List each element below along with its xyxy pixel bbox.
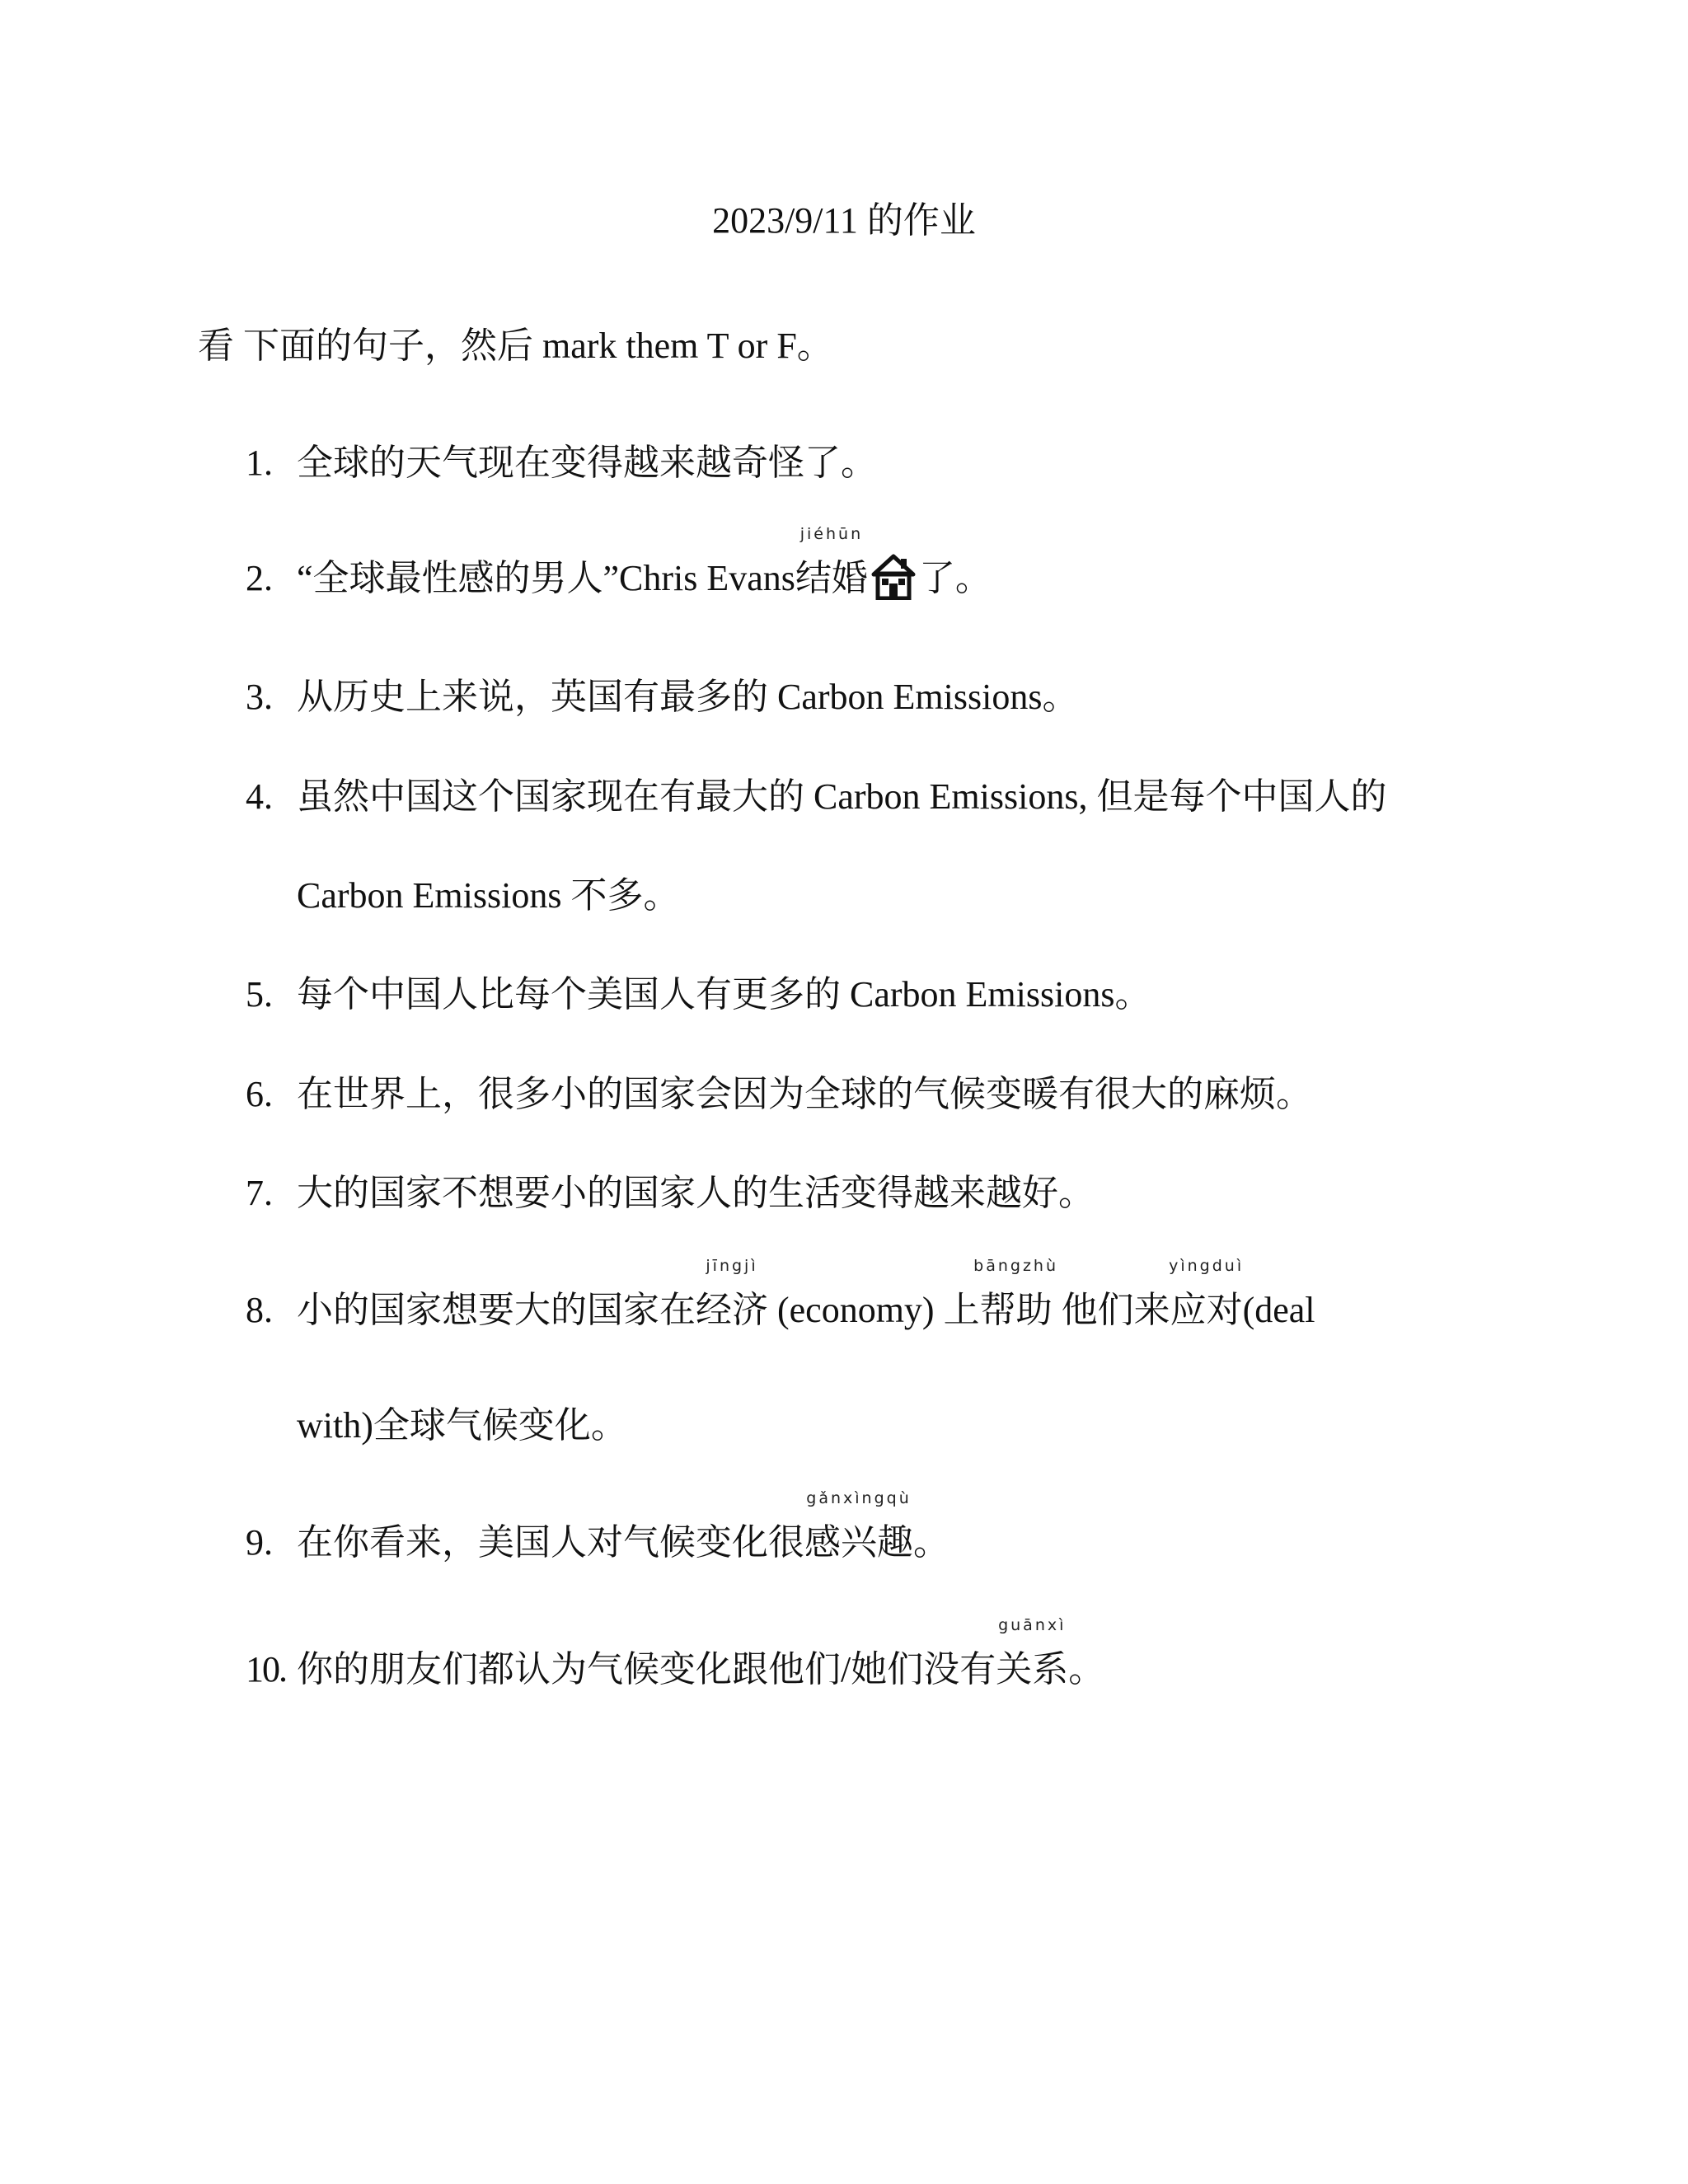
annotated-word xyxy=(973,1257,1059,1335)
item-text: 从历史上来说，英国有最多的 Carbon Emissions。 xyxy=(297,677,1079,717)
pinyin-annotation: jiéhūn xyxy=(799,525,864,543)
item-text: 每个中国人比每个美国人有更多的 Carbon Emissions。 xyxy=(297,974,1151,1015)
item-number: 6. xyxy=(246,1074,273,1114)
item-number: 1. xyxy=(246,443,273,483)
annotated-text: 感兴趣 xyxy=(804,1522,913,1563)
item-number: 3. xyxy=(246,677,273,717)
annotated-text: 经济 xyxy=(696,1290,768,1330)
item-text: 小的国家想要大的国家在 xyxy=(297,1290,696,1330)
item-text: (deal xyxy=(1242,1290,1315,1330)
page-title: 2023/9/11 的作业 xyxy=(712,200,976,241)
list-item xyxy=(246,970,1151,1019)
pinyin-annotation: gǎnxìngqù xyxy=(806,1489,912,1507)
item-text: 全球的天气现在变得越来越奇怪了。 xyxy=(297,443,877,483)
annotated-word xyxy=(696,1257,768,1335)
item-text: 你的朋友们都认为气候变化跟他们/她们没有 xyxy=(297,1649,996,1690)
item-text: 虽然中国这个国家现在有最大的 Carbon Emissions, 但是每个中国人的 xyxy=(297,776,1387,817)
item-continuation: Carbon Emissions 不多。 xyxy=(297,875,680,916)
item-text: (economy) 上 xyxy=(768,1290,980,1330)
item-text: 在你看来，美国人对气候变化很 xyxy=(297,1522,804,1563)
list-item xyxy=(246,1257,1315,1335)
house-icon xyxy=(871,554,916,600)
pinyin-annotation: yìngduì xyxy=(1169,1257,1245,1275)
pinyin-annotation: guānxì xyxy=(998,1616,1067,1634)
list-item xyxy=(246,1169,1095,1218)
pinyin-annotation: jīngjì xyxy=(706,1257,758,1275)
item-number: 5. xyxy=(246,974,273,1015)
annotated-word xyxy=(795,525,868,603)
annotated-word xyxy=(996,1616,1069,1694)
list-item xyxy=(246,525,992,603)
pinyin-annotation: bāngzhù xyxy=(973,1257,1059,1275)
item-number: 4. xyxy=(246,776,273,817)
item-text: 在世界上，很多小的国家会因为全球的气候变暖有很大的麻烦。 xyxy=(297,1074,1312,1114)
item-text-end: 了。 xyxy=(918,558,992,598)
annotated-text: 结婚 xyxy=(795,558,868,598)
item-number: 7. xyxy=(246,1173,273,1213)
list-item xyxy=(246,1616,1105,1694)
item-number: 2. xyxy=(246,558,273,598)
item-number: 9. xyxy=(246,1522,273,1563)
annotated-word xyxy=(804,1489,913,1568)
item-number: 10. xyxy=(246,1649,286,1690)
list-item xyxy=(246,673,1078,722)
list-item xyxy=(246,438,877,488)
item-text: 他们来 xyxy=(1052,1290,1170,1330)
list-item xyxy=(246,1489,950,1568)
item-text: “全球最性感的男人”Chris Evans xyxy=(297,558,795,598)
instructions: 看 下面的句子，然后 mark them T or F。 xyxy=(198,326,833,366)
item-text: 大的国家不想要小的国家人的生活变得越来越好。 xyxy=(297,1173,1095,1213)
annotated-text: 帮助 xyxy=(979,1290,1053,1330)
list-item xyxy=(246,1070,1312,1119)
annotated-text: 关系 xyxy=(996,1649,1069,1690)
item-continuation: with)全球气候变化。 xyxy=(297,1405,627,1446)
annotated-word xyxy=(1169,1257,1245,1335)
item-text-end: 。 xyxy=(913,1522,950,1563)
item-text-end: 。 xyxy=(1068,1649,1105,1690)
item-number: 8. xyxy=(246,1290,273,1330)
annotated-text: 应对 xyxy=(1170,1290,1243,1330)
list-item xyxy=(246,772,1386,822)
